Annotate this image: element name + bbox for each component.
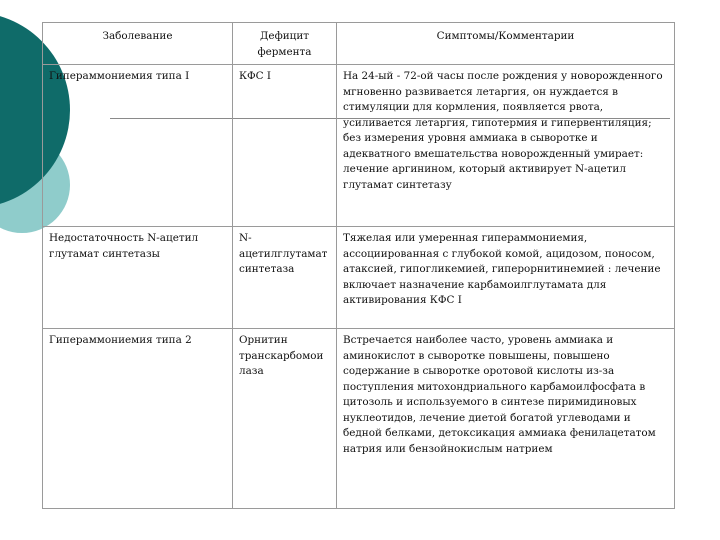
header-enzyme: Дефицит фермента (233, 23, 337, 65)
disease-cell: Гипераммониемия типа I (43, 65, 233, 227)
table-header-row (43, 23, 675, 65)
table-row (43, 329, 675, 509)
header-symptoms: Симптомы/Комментарии (337, 23, 675, 65)
header-disease: Заболевание (43, 23, 233, 65)
symptoms-cell: Встречается наиболее часто, уровень аммиака и аминокислот в сыворотке повышены, повышено содержание в сыворотке оротовой кислоты из-за поступления митохондриального карбамоилфосфата в цитозоль и используемого в синтезе пиримидиновых нуклеотидов, лечение диетой богатой углеводами и бедной белками, детоксикация аммиака фенилацетатом натрия или бензойнокислым натрием (337, 329, 675, 509)
symptoms-cell: Тяжелая или умеренная гипераммониемия, ассоциированная с глубокой комой, ацидозом, поносом, атаксией, гипогликемией, гиперорнитинемией : лечение включает назначение карбамоилглутамата для активирования КФС I (337, 227, 675, 329)
disease-cell: Гипераммониемия типа 2 (43, 329, 233, 509)
symptoms-cell: На 24-ый - 72-ой часы после рождения у новорожденного мгновенно развивается летаргия, он нуждается в стимуляции для кормления, появляется рвота, усиливается летаргия, гипотермия и гипервентиляция; без измерения уровня аммиака в сыворотке и адекватного вмешательства новорожденный умирает: лечение аргинином, который активирует N-ацетил глутамат синтетазу (337, 65, 675, 227)
table-row (43, 227, 675, 329)
enzyme-cell: Орнитин транскарбомоилаза (233, 329, 337, 509)
enzyme-cell: КФС I (233, 65, 337, 227)
enzyme-cell: N-ацетилглутамат синтетаза (233, 227, 337, 329)
enzyme-deficiency-table (42, 22, 675, 509)
disease-cell: Недостаточность N-ацетил глутамат синтетазы (43, 227, 233, 329)
table-row (43, 65, 675, 227)
